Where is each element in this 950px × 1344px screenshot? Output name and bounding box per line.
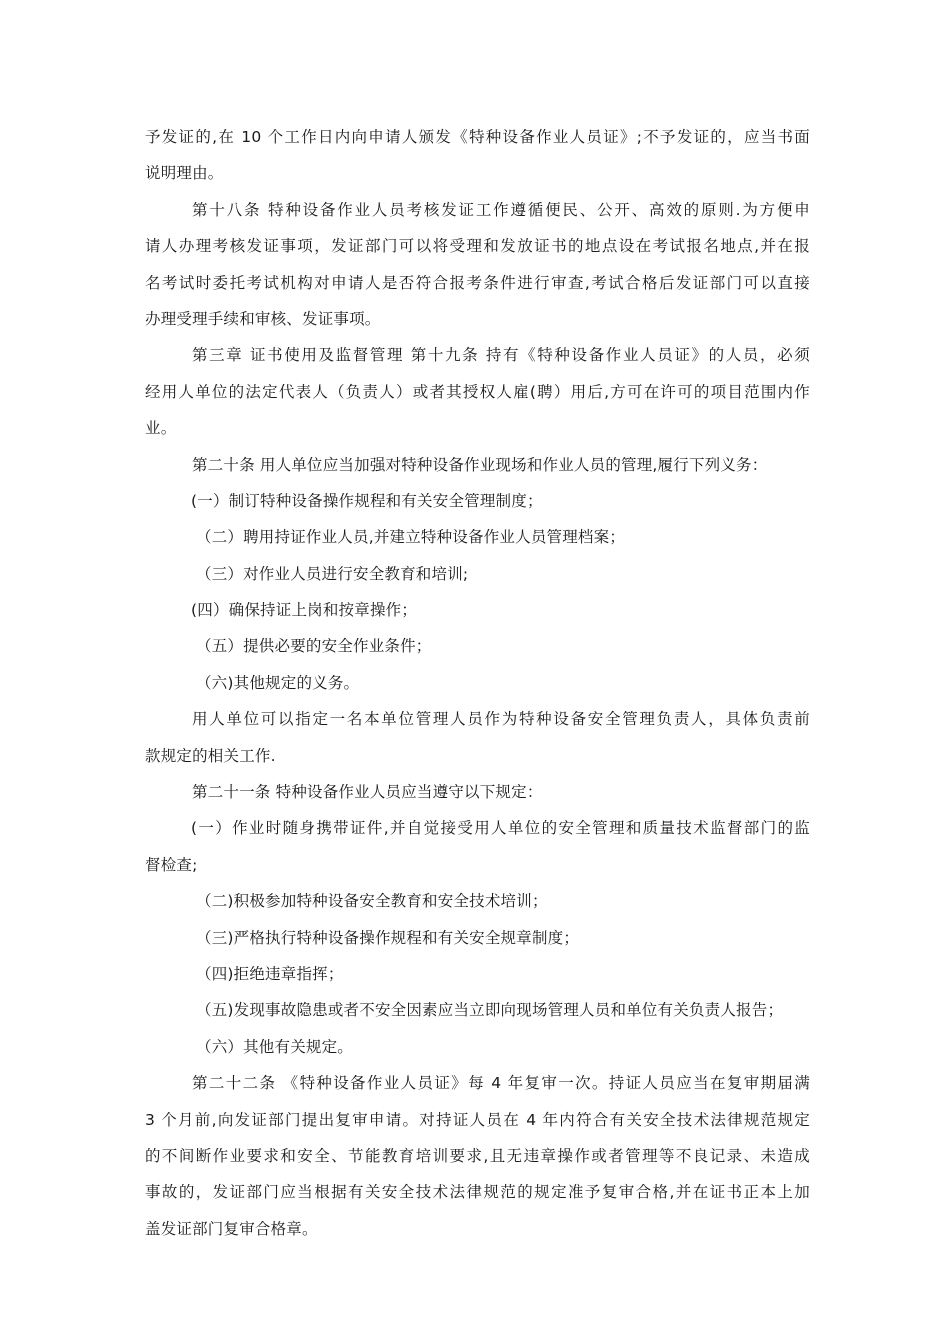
- text-line: 名考试时委托考试机构对申请人是否符合报考条件进行审查,考试合格后发证部门可以直接: [145, 273, 810, 292]
- text-line: 请人办理考核发证事项，发证部门可以将受理和发放证书的地点设在考试报名地点,并在报: [145, 237, 810, 256]
- text-line: （二）聘用持证作业人员,并建立特种设备作业人员管理档案；: [196, 528, 626, 547]
- text-line: （五）提供必要的安全作业条件；: [196, 637, 432, 656]
- text-line: 款规定的相关工作.: [145, 746, 276, 765]
- text-line: 事故的，发证部门应当根据有关安全技术法律规范的规定准予复审合格,并在证书正本上加: [145, 1183, 810, 1202]
- text-line: （六）其他有关规定。: [196, 1037, 354, 1056]
- text-line: （四)拒绝违章指挥；: [196, 964, 344, 983]
- text-line: 予发证的,在 10 个工作日内向申请人颁发《特种设备作业人员证》;不予发证的，应当书面: [145, 128, 810, 146]
- text-line: 用人单位可以指定一名本单位管理人员作为特种设备安全管理负责人，具体负责前: [192, 710, 810, 729]
- text-line: 的不间断作业要求和安全、节能教育培训要求,且无违章操作或者管理等不良记录、未造成: [145, 1146, 810, 1165]
- text-line: （五)发现事故隐患或者不安全因素应当立即向现场管理人员和单位有关负责人报告；: [196, 1001, 784, 1020]
- text-line: 第三章 证书使用及监督管理 第十九条 持有《特种设备作业人员证》的人员，必须: [192, 346, 810, 365]
- text-line: (一）制订特种设备操作规程和有关安全管理制度；: [191, 491, 543, 510]
- text-line: （三）对作业人员进行安全教育和培训;: [196, 564, 469, 583]
- text-line: 说明理由。: [145, 164, 224, 183]
- text-line: 第十八条 特种设备作业人员考核发证工作遵循便民、公开、高效的原则.为方便申: [192, 200, 810, 219]
- text-line: (四）确保持证上岗和按章操作；: [191, 601, 418, 620]
- text-line: 业。: [145, 419, 177, 438]
- text-line: 盖发证部门复审合格章。: [145, 1219, 318, 1238]
- text-line: 第二十一条 特种设备作业人员应当遵守以下规定：: [192, 783, 543, 802]
- text-line: 督检查;: [145, 855, 198, 874]
- text-line: 经用人单位的法定代表人（负责人）或者其授权人雇(聘）用后,方可在许可的项目范围内作: [145, 382, 810, 401]
- text-line: 办理受理手续和审核、发证事项。: [145, 309, 381, 328]
- text-line: （三)严格执行特种设备操作规程和有关安全规章制度；: [196, 928, 580, 947]
- text-line: (一）作业时随身携带证件,并自觉接受用人单位的安全管理和质量技术监督部门的监: [191, 819, 810, 838]
- document-body: [145, 119, 810, 1247]
- text-line: （六)其他规定的义务。: [196, 673, 360, 692]
- text-line: 第二十二条 《特种设备作业人员证》每 4 年复审一次。持证人员应当在复审期届满: [192, 1074, 810, 1093]
- text-line: 第二十条 用人单位应当加强对特种设备作业现场和作业人员的管理,履行下列义务：: [192, 455, 768, 474]
- text-line: （二)积极参加特种设备安全教育和安全技术培训；: [196, 892, 548, 911]
- text-line: 3 个月前,向发证部门提出复审申请。对持证人员在 4 年内符合有关安全技术法律规范规定: [145, 1110, 810, 1129]
